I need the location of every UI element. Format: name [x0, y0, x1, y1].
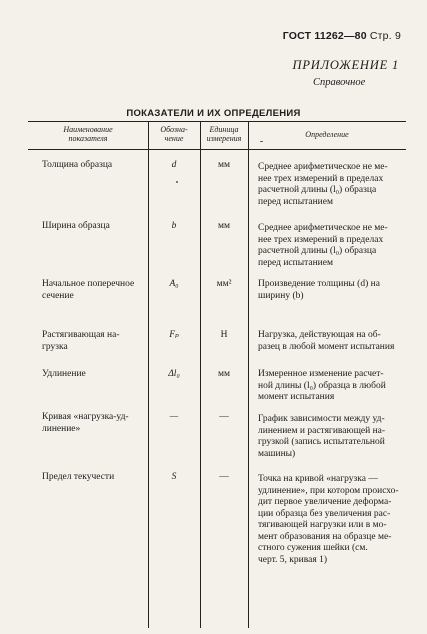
definition-line: ной длины (l₀) образца в любой [258, 380, 386, 391]
row-name-line: Предел текучести [42, 472, 115, 482]
definition-line: ции образца без увеличения рас- [258, 508, 391, 519]
row-name [28, 279, 148, 302]
row-symbol: Fₚ [169, 330, 179, 340]
row-unit: Н [220, 330, 228, 340]
definition-line: Среднее арифметическое не ме- [258, 162, 388, 172]
row-definition [248, 223, 406, 269]
row-name-line: грузка [42, 341, 68, 352]
row-unit: мм [217, 221, 231, 231]
definition-line: нее трех измерений в пределах [258, 234, 384, 245]
definition-line: Нагрузка, действующая на об- [258, 330, 381, 340]
row-name [28, 472, 148, 484]
definition-line: Среднее арифметическое не ме- [258, 223, 388, 233]
column-header-symbol [148, 125, 200, 143]
definition-line: стного сужения шейки (см. [258, 543, 368, 553]
row-unit: — [219, 412, 229, 422]
definition-line: грузкой (запись испытательной [258, 437, 385, 447]
column-header-definition [248, 130, 406, 139]
page-header [283, 30, 401, 42]
row-unit: — [219, 472, 229, 482]
row-name-line: Ширина образца [42, 221, 110, 231]
row-name-line: Растягивающая на- [42, 330, 120, 340]
row-symbol: Δl₀ [168, 369, 180, 379]
definition-line: перед испытанием [258, 257, 333, 268]
row-name-line: Начальное поперечное [42, 279, 135, 289]
definitions-table [28, 121, 406, 628]
column-header-line: Обозна- [160, 125, 188, 134]
table-title: ПОКАЗАТЕЛИ И ИХ ОПРЕДЕЛЕНИЯ [126, 108, 301, 119]
definition-line: мент образования на образце ме- [258, 531, 392, 542]
row-symbol: A₀ [169, 279, 179, 289]
row-name-line: сечение [42, 290, 74, 301]
row-name [28, 221, 148, 233]
definition-line: черт. 5, кривая 1) [258, 554, 327, 565]
row-unit: мм [217, 160, 231, 170]
row-name-line: Удлинение [42, 369, 86, 379]
scan-speck [260, 141, 263, 142]
column-header-line: Единица [209, 125, 239, 134]
row-name [28, 412, 148, 435]
row-name-line: линение» [42, 423, 81, 434]
appendix-subtitle: Справочное [313, 77, 366, 88]
row-symbol: d [171, 160, 177, 170]
column-header-line: чение [164, 134, 184, 143]
row-definition [248, 474, 406, 566]
row-symbol: — [169, 412, 179, 422]
definition-line: нее трех измерений в пределах [258, 173, 384, 184]
definition-line: тягивающей нагрузки или в мо- [258, 520, 387, 530]
definition-line: расчетной длины (l₀) образца [258, 185, 377, 195]
row-name-line: Кривая «нагрузка-уд- [42, 412, 129, 422]
definition-line: машины) [258, 448, 296, 459]
definition-line: линением и растягивающей на- [258, 425, 386, 436]
row-unit: мм² [216, 279, 232, 289]
column-header-line: показателя [68, 134, 108, 143]
row-definition [248, 330, 406, 353]
definition-line: момент испытания [258, 392, 335, 402]
row-definition [248, 369, 406, 404]
column-header-line: измерения [206, 134, 242, 143]
definition-line: График зависимости между уд- [258, 414, 385, 424]
column-header-line: Наименование [63, 125, 113, 134]
definition-line: расчетной длины (l₀) образца [258, 246, 377, 256]
definition-line: Произведение толщины (d) на [258, 279, 380, 289]
column-header-unit [200, 125, 248, 143]
row-definition [248, 414, 406, 460]
column-header-line: Определение [305, 130, 349, 139]
page-number: Стр. 9 [369, 30, 401, 42]
definition-line: дит первое увеличение деформа- [258, 497, 392, 507]
definition-line: Точка на кривой «нагрузка — [258, 474, 378, 484]
definition-line: Измеренное изменение расчет- [258, 369, 384, 379]
definition-line: разец в любой момент испытания [258, 341, 395, 352]
definition-line: перед испытанием [258, 196, 333, 207]
standard-number: ГОСТ 11262—80 [282, 30, 367, 42]
row-definition [248, 162, 406, 208]
row-name-line: Толщина образца [42, 160, 113, 170]
row-symbol: b [171, 221, 177, 231]
row-unit: мм [217, 369, 231, 379]
row-name [28, 369, 148, 381]
appendix-title: ПРИЛОЖЕНИЕ 1 [292, 58, 399, 72]
scan-speck [176, 181, 178, 183]
row-name [28, 160, 148, 172]
row-symbol: S [171, 472, 177, 482]
row-name [28, 330, 148, 353]
table-header-rule [28, 149, 406, 150]
row-definition [248, 279, 406, 302]
table-top-rule [28, 121, 406, 122]
definition-line: удлинение», при котором происхо- [258, 485, 399, 496]
definition-line: ширину (b) [258, 290, 304, 301]
column-header-name [28, 125, 148, 143]
